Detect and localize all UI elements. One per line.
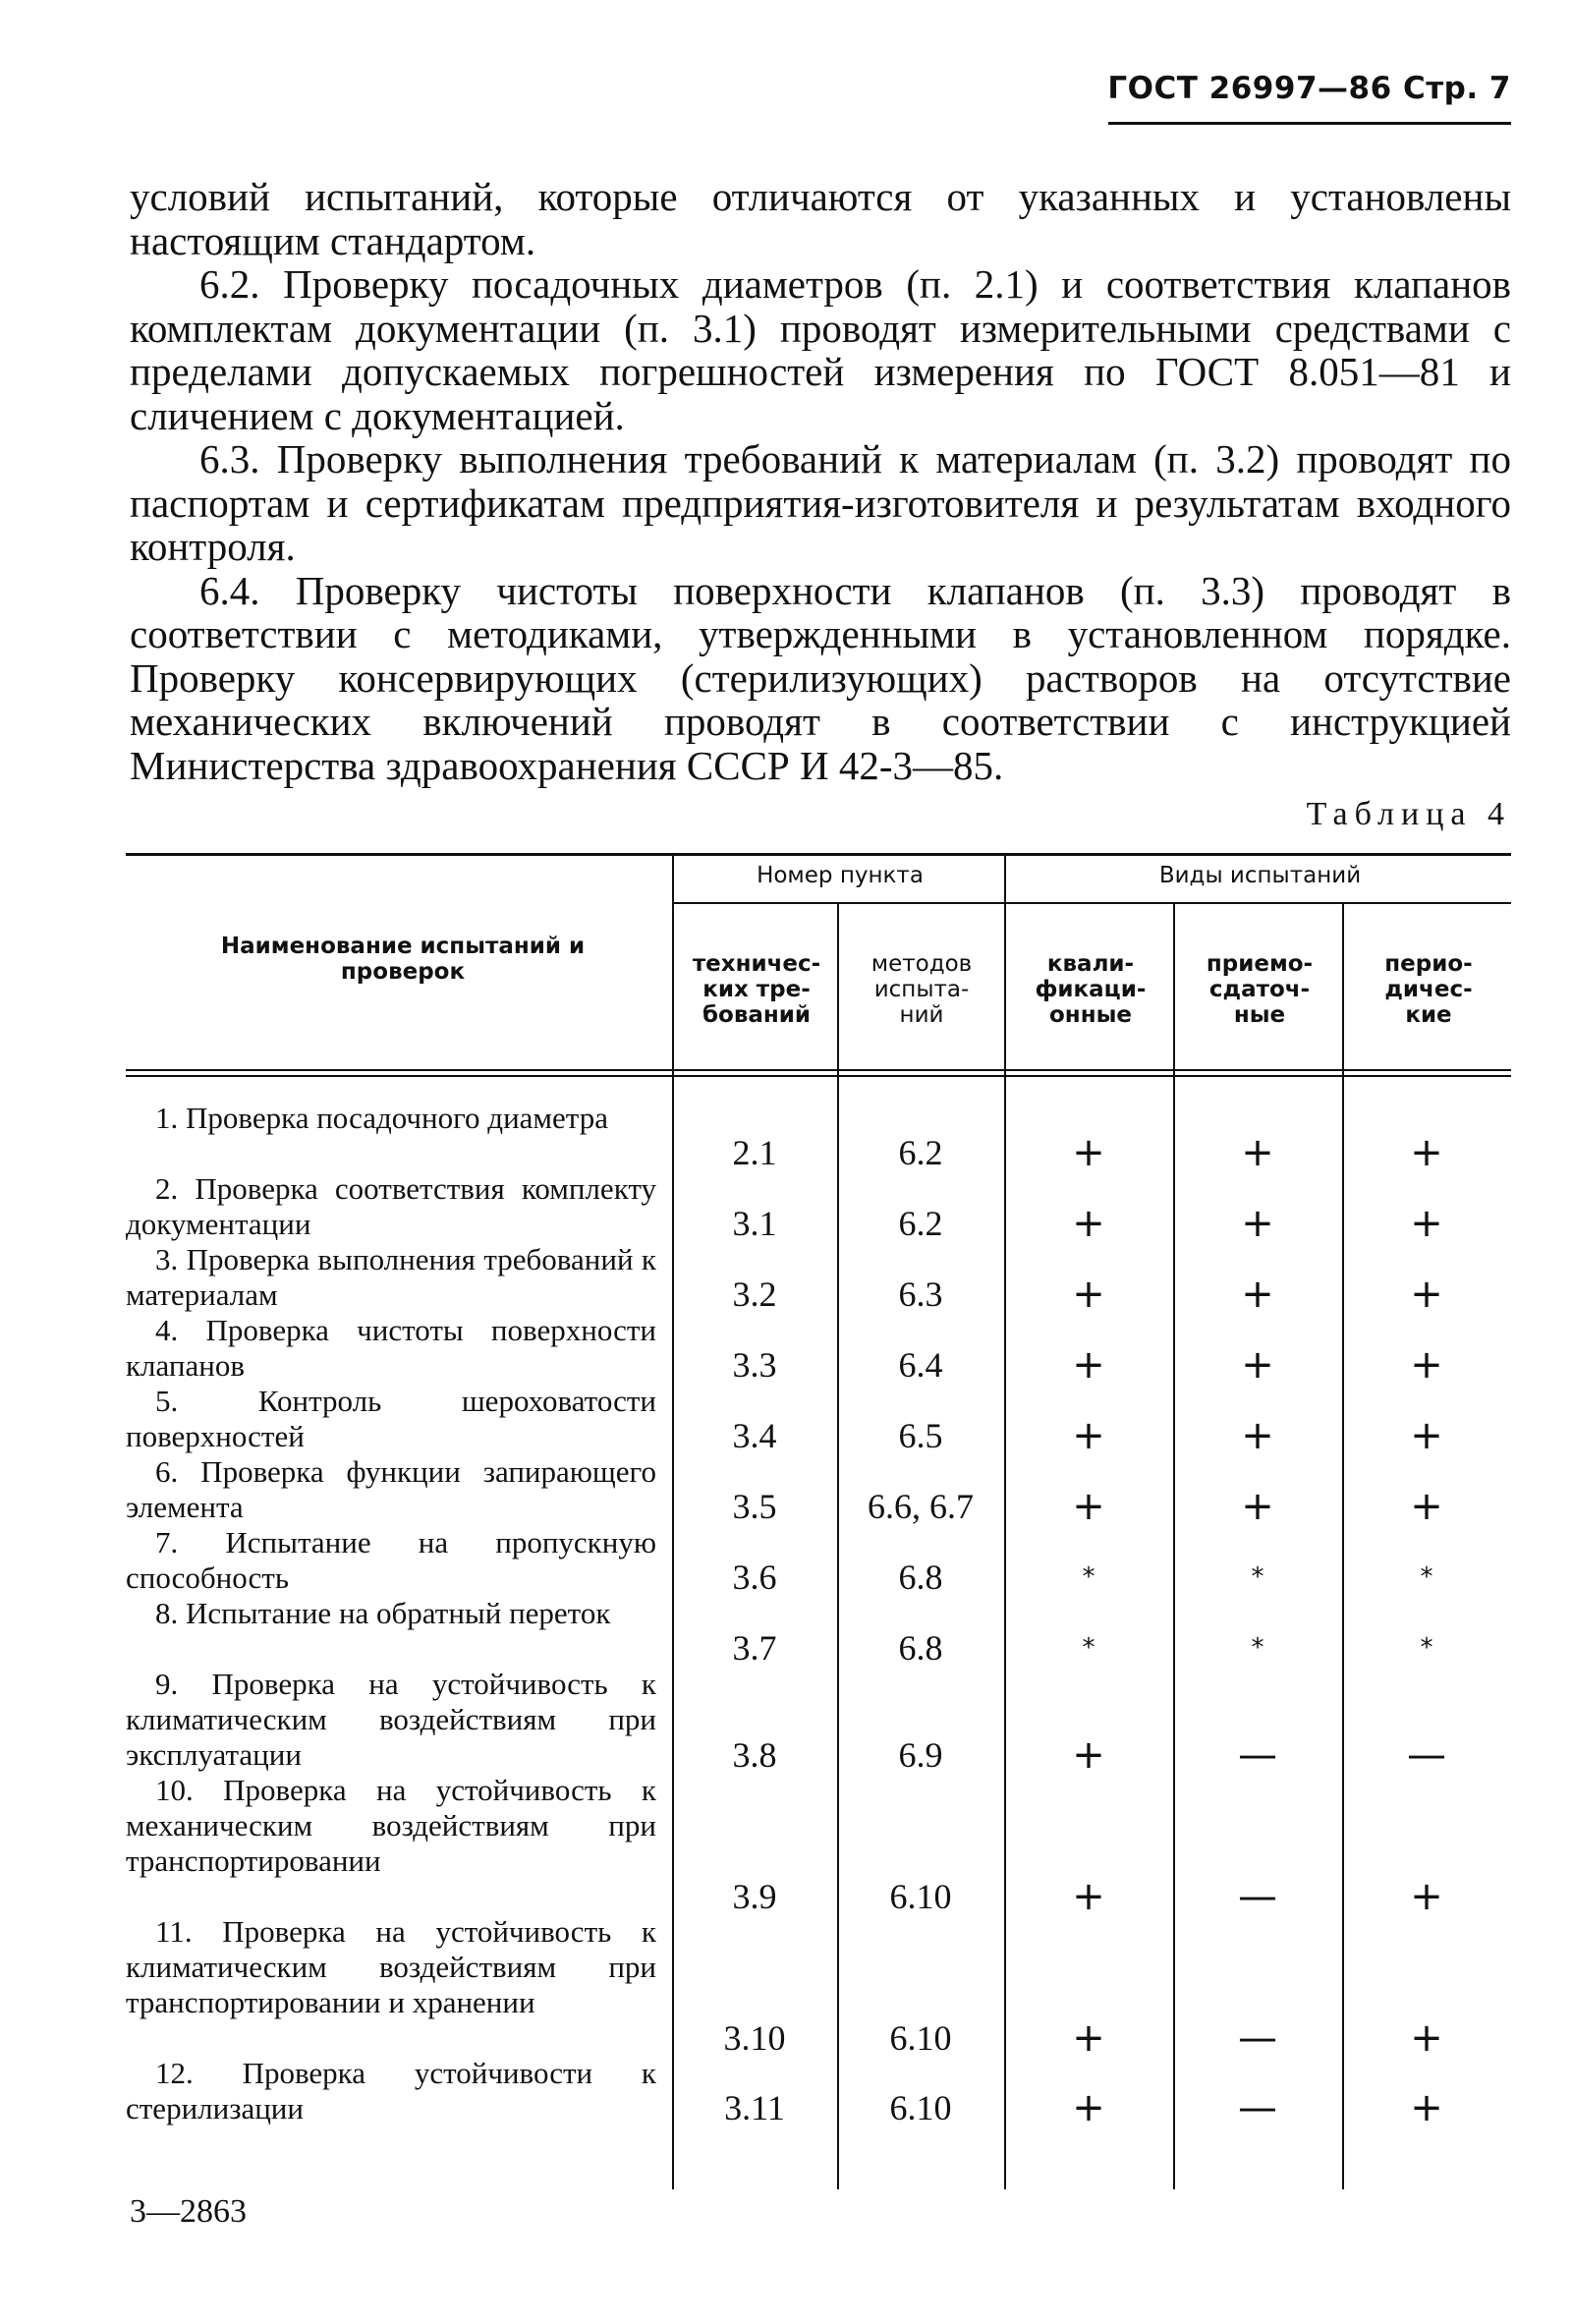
row-cell-method: 6.10 (889, 2088, 952, 2127)
row-test-name: 9. Проверка на устойчивость к климатическим воздействиям при эксплуатации (126, 1667, 656, 1772)
row-cell-method: 6.2 (898, 1204, 943, 1243)
row-cell-accept: * (1251, 1633, 1264, 1663)
row-cell-tech: 3.1 (732, 1204, 777, 1243)
row-cell-tech: 3.8 (732, 1735, 777, 1775)
row-cell-accept: + (1241, 1201, 1274, 1246)
row-cell-accept: — (1238, 2015, 1277, 2061)
row-cell-tech: 3.6 (732, 1558, 777, 1597)
row-cell-period: + (1410, 1413, 1443, 1458)
body-text (130, 175, 1511, 787)
row-cell-period: + (1410, 1484, 1443, 1529)
row-cell-tech: 3.4 (732, 1416, 777, 1455)
row-cell-period: + (1410, 1342, 1443, 1388)
row-cell-qual: + (1072, 2015, 1105, 2061)
row-cell-method: 6.8 (898, 1628, 943, 1668)
table-header-rule-b (126, 1075, 1511, 1077)
row-cell-qual: + (1072, 1484, 1105, 1529)
row-cell-accept: — (1238, 1732, 1277, 1778)
row-cell-accept: + (1241, 1413, 1274, 1458)
page-header: ГОСТ 26997—86 Стр. 7 (1107, 71, 1511, 106)
row-cell-qual: + (1072, 1201, 1105, 1246)
row-test-name: 1. Проверка посадочного диаметра (155, 1101, 608, 1135)
paragraph-continuation: условий испытаний, которые отличаются от указанных и установлены настоящим стандартом. (130, 174, 1511, 263)
row-cell-period: * (1420, 1562, 1433, 1592)
row-cell-method: 6.3 (898, 1275, 943, 1314)
paragraph-6-3: 6.3. Проверку выполнения требований к материалам (п. 3.2) проводят по паспортам и сертификатам предприятия-изготовителя и результатам входного контроля. (130, 436, 1511, 569)
page-footer: 3—2863 (130, 2193, 247, 2230)
table-vline-tech (837, 904, 839, 2189)
row-cell-tech: 3.9 (732, 1877, 777, 1916)
row-cell-period: + (1410, 2015, 1443, 2061)
row-cell-qual: + (1072, 1272, 1105, 1317)
row-cell-qual: + (1072, 1874, 1105, 1919)
row-cell-tech: 3.5 (732, 1487, 777, 1526)
table-caption: Таблица 4 (1306, 796, 1511, 832)
row-cell-tech: 3.10 (723, 2018, 786, 2058)
row-cell-period: + (1410, 1130, 1443, 1175)
table-vline-method (1004, 855, 1006, 2189)
row-cell-method: 6.4 (898, 1345, 943, 1385)
row-cell-period: — (1407, 1732, 1446, 1778)
row-test-name: 3. Проверка выполнения требований к материалам (126, 1242, 656, 1312)
row-cell-period: + (1410, 2085, 1443, 2130)
table-vline-name (672, 855, 674, 2189)
row-test-name: 4. Проверка чистоты поверхности клапанов (126, 1313, 656, 1383)
header-group-number: Номер пункта (757, 863, 924, 888)
row-cell-tech: 3.2 (732, 1275, 777, 1314)
header-qual: квали- фикаци- онные (1035, 951, 1147, 1028)
row-cell-accept: — (1238, 2085, 1277, 2130)
table-vline-accept (1342, 904, 1344, 2189)
row-cell-accept: + (1241, 1130, 1274, 1175)
row-cell-period: + (1410, 1874, 1443, 1919)
row-cell-tech: 2.1 (732, 1133, 777, 1172)
row-cell-period: * (1420, 1633, 1433, 1663)
row-cell-method: 6.2 (898, 1133, 943, 1172)
row-cell-qual: + (1072, 1130, 1105, 1175)
table-group-rule-2 (1006, 902, 1511, 904)
header-period: перио- дичес- кие (1384, 951, 1473, 1028)
row-cell-qual: * (1082, 1633, 1095, 1663)
table-group-rule-1 (674, 902, 1004, 904)
row-test-name: 5. Контроль шероховатости поверхностей (126, 1384, 656, 1453)
row-cell-method: 6.10 (889, 2018, 952, 2058)
row-cell-accept: * (1251, 1562, 1264, 1592)
row-test-name: 6. Проверка функции запирающего элемента (126, 1454, 656, 1524)
row-cell-method: 6.6, 6.7 (868, 1487, 974, 1526)
paragraph-6-2: 6.2. Проверку посадочных диаметров (п. 2.1) и соответствия клапанов комплектам документации (п. 3.1) проводят измерительными средствами с пределами допускаемых погрешностей измерения по ГОСТ 8.051—81 и сличением с документацией. (130, 261, 1511, 438)
row-cell-method: 6.5 (898, 1416, 943, 1455)
header-name: Наименование испытаний и проверок (220, 934, 586, 985)
row-cell-qual: + (1072, 1732, 1105, 1778)
row-cell-accept: + (1241, 1342, 1274, 1388)
row-cell-qual: * (1082, 1562, 1095, 1592)
table-header-rule-a (126, 1069, 1511, 1071)
row-cell-period: + (1410, 1272, 1443, 1317)
paragraph-6-4: 6.4. Проверку чистоты поверхности клапанов (п. 3.3) проводят в соответствии с методиками, утвержденными в установленном порядке. Проверку консервирующих (стерилизующих) растворов на отсутствие механических включений проводят в соответствии с инструкцией Министерства здравоохранения СССР И 42-3—85. (130, 567, 1511, 788)
row-test-name: 7. Испытание на пропускную способность (126, 1525, 656, 1595)
table-vline-qual (1173, 904, 1175, 2189)
row-test-name: 11. Проверка на устойчивость к климатическим воздействиям при транспортировании и хранении (126, 1914, 656, 2019)
row-cell-qual: + (1072, 1342, 1105, 1388)
header-tech: техничес- ких тре- бований (692, 951, 821, 1028)
row-test-name: 12. Проверка устойчивости к стерилизации (126, 2056, 656, 2126)
row-cell-tech: 3.3 (732, 1345, 777, 1385)
row-cell-method: 6.10 (889, 1877, 952, 1916)
header-group-kinds: Виды испытаний (1158, 863, 1362, 888)
row-cell-qual: + (1072, 2085, 1105, 2130)
table-top-rule (126, 853, 1511, 856)
row-test-name: 2. Проверка соответствия комплекту документации (126, 1171, 656, 1241)
row-cell-tech: 3.11 (724, 2088, 785, 2127)
row-cell-accept: + (1241, 1272, 1274, 1317)
header-accept: приемо- сдаточ- ные (1206, 951, 1314, 1028)
row-test-name: 8. Испытание на обратный переток (155, 1596, 611, 1630)
row-cell-method: 6.8 (898, 1558, 943, 1597)
row-cell-tech: 3.7 (732, 1628, 777, 1668)
row-cell-accept: — (1238, 1874, 1277, 1919)
row-cell-period: + (1410, 1201, 1443, 1246)
header-underline (1108, 122, 1511, 125)
row-cell-method: 6.9 (898, 1735, 943, 1775)
row-cell-accept: + (1241, 1484, 1274, 1529)
row-test-name: 10. Проверка на устойчивость к механическим воздействиям при транспортировании (126, 1773, 656, 1878)
header-methods: методов испыта- ний (870, 951, 973, 1028)
row-cell-qual: + (1072, 1413, 1105, 1458)
